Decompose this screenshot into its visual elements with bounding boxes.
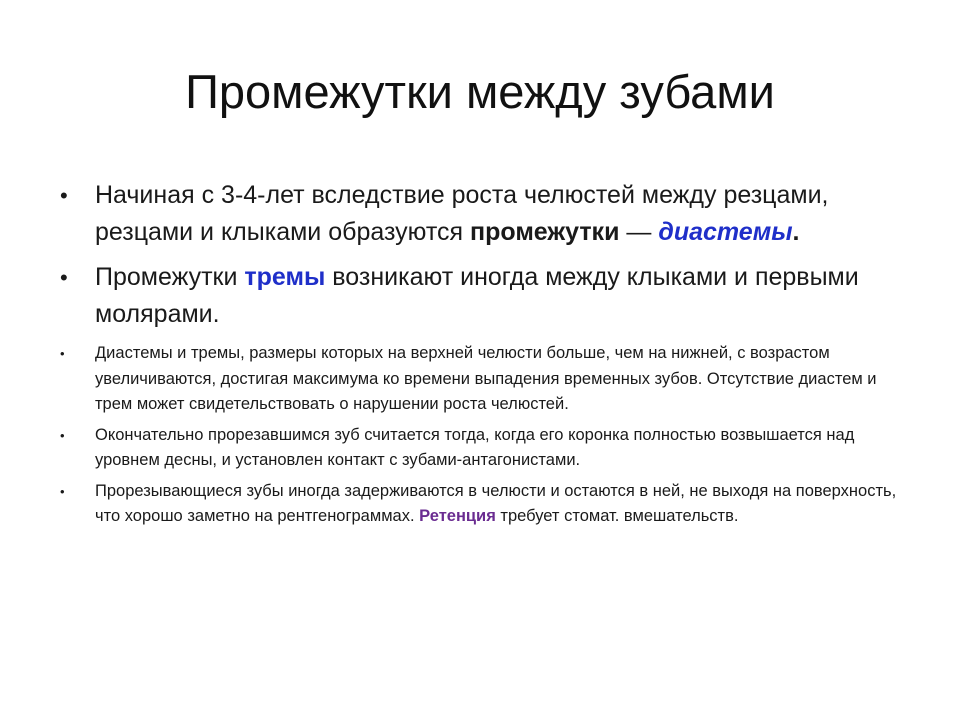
bullet-text: Начиная с 3-4-лет вследствие роста челюстей между резцами, резцами и клыками образуются: [95, 181, 829, 246]
bullet-text: Промежутки: [95, 263, 245, 291]
bullet-text: требует стомат. вмешательств.: [495, 507, 739, 525]
bullet-text: Прорезывающиеся зубы иногда задерживаются в челюсти и остаются в ней, не выходя на поверхность, что хорошо заметно на рентгенограммах.: [95, 481, 897, 525]
bullet-dot-icon: •: [60, 346, 65, 361]
term-tremas: тремы: [244, 263, 326, 291]
bullet-text: возникают иногда между клыками и первыми молярами.: [95, 263, 859, 328]
bullet-dot-icon: •: [60, 427, 65, 443]
bullet-dot-icon: •: [60, 483, 65, 499]
bullet-item-eruption-complete: [58, 423, 908, 474]
bullet-item-diastema-origin: [58, 177, 908, 251]
bullet-text: Окончательно прорезавшимся зуб считается тогда, когда его коронка полностью возвышается над уровнем десны, и установлен контакт с зубами-антагонистами.: [95, 425, 855, 469]
bullet-text: —: [619, 218, 659, 246]
bullet-dot-icon: •: [60, 183, 68, 208]
bullet-item-tremas: [58, 259, 908, 333]
bullet-list: [58, 177, 908, 535]
bullet-text: Диастемы и тремы, размеры которых на верхней челюсти больше, чем на нижней, с возрастом увеличиваются, достигая максимума ко времени выпадения временных зубов. Отсутствие диастем и трем может свидетельствовать о нарушении роста челюстей.: [95, 344, 877, 413]
bullet-item-retention: [58, 479, 908, 530]
bullet-item-size-change: [58, 341, 908, 418]
term-diastemas: диастемы: [658, 218, 793, 246]
bullet-dot-icon: •: [60, 265, 68, 290]
slide-title: Промежутки между зубами: [185, 65, 775, 118]
term-gaps: промежутки: [470, 218, 620, 246]
term-retention: Ретенция: [419, 507, 496, 525]
bullet-text: .: [792, 218, 800, 246]
